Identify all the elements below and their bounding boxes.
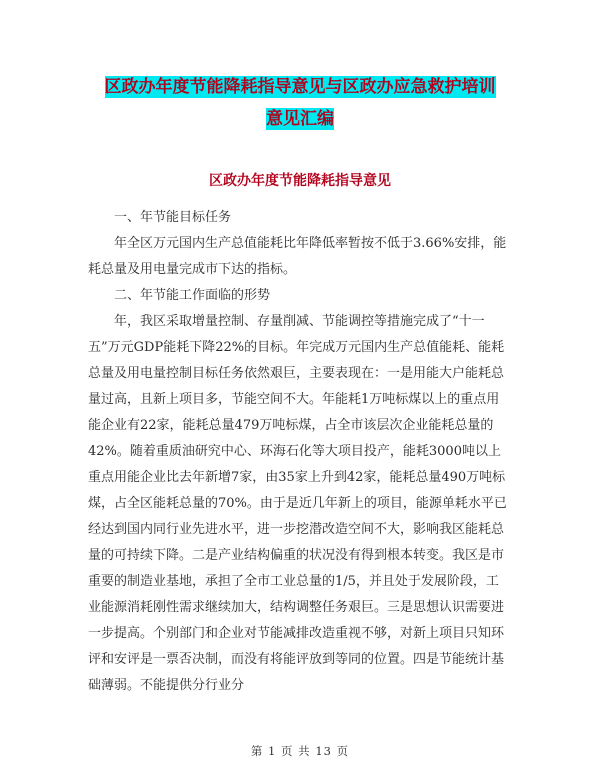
body-text (88, 205, 508, 699)
document-title-line-2 (70, 104, 530, 129)
section-title: 区政办年度节能降耗指导意见 (209, 173, 391, 189)
paragraph-targets: 年全区万元国内生产总值能耗比年降低率暂按不低于3.66%安排，能耗总量及用电量完成市下达的指标。 (88, 236, 507, 277)
paragraph-situation: 年，我区采取增量控制、存量削减、节能调控等措施完成了“十一五”万元GDP能耗下降22%的目标。年完成万元国内生产总值能耗、能耗总量及用电量控制目标任务依然艰巨，主要表现在：一是用能大户能耗总量过高，且新上项目多，节能空间不大。年能耗1万吨标煤以上的重点用能企业有22家，能耗总量479万吨标煤，占全市该层次企业能耗总量的42%。随着重质油研究中心、环海石化等大项目投产，能耗3000吨以上重点用能企业比去年新增7家，由35家上升到42家，能耗总量490万吨标煤，占全区能耗总量的70%。由于是近几年新上的项目，能源单耗水平已经达到国内同行业先进水平，进一步挖潜改造空间不大，影响我区能耗总量的可持续下降。二是产业结构偏重的状况没有得到根本转变。我区是市重要的制造业基地，承担了全市工业总量的1/5，并且处于发展阶段，工业能源消耗刚性需求继续加大，结构调整任务艰巨。三是思想认识需要进一步提高。个别部门和企业对节能减排改造重视不够，对新上项目只知环评和安评是一票否决制，而没有将能评放到等同的位置。四是节能统计基础薄弱。不能提供分行业分 (88, 314, 507, 693)
heading-situation: 二、年节能工作面临的形势 (114, 288, 271, 303)
heading-targets: 一、年节能目标任务 (114, 210, 232, 225)
page-footer (0, 743, 600, 759)
document-title-line-1 (70, 72, 530, 97)
document-title-text-1: 区政办年度节能降耗指导意见与区政办应急救护培训 (104, 77, 496, 97)
page-number: 第 1 页 共 13 页 (250, 744, 350, 758)
document-title-text-2: 意见汇编 (266, 109, 334, 129)
